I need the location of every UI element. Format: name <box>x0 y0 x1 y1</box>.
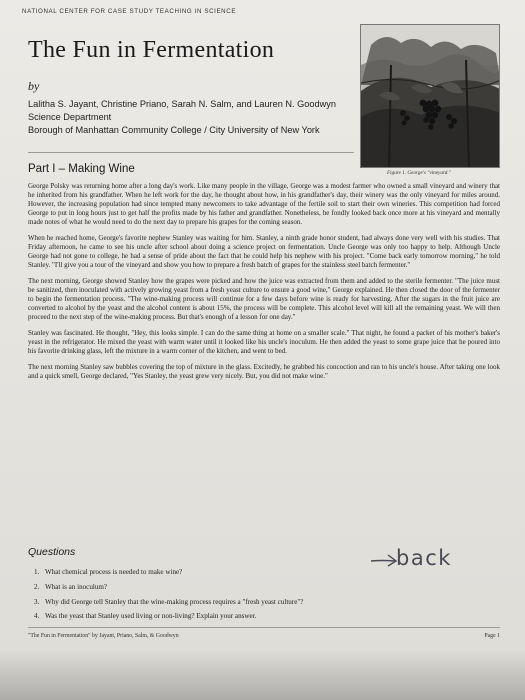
question-item: 3. Why did George tell Stanley that the wine-making process requires a "fresh yeast culture"? <box>34 597 304 606</box>
paragraph: Stanley was fascinated. He thought, "Hey, this looks simple. I can do the same thing at home on a smaller scale." That night, he found a packet of his mother's baker's yeast in the refrigerator. He mixed the yeast with warm water until it looked like his uncle's inoculum. He then added the yeast to some grape juice that he poured into his favorite drinking glass, left the mixture in a warm corner of the kitchen, and went to bed. <box>28 328 500 355</box>
figure-caption: Figure 1. George's "vineyard." <box>387 170 451 176</box>
page-title: The Fun in Fermentation <box>28 37 275 63</box>
author-block <box>28 98 338 137</box>
vineyard-photo <box>360 24 500 168</box>
questions-list <box>34 565 464 624</box>
divider <box>28 152 354 153</box>
photo-shadow <box>0 650 525 700</box>
paragraph: George Polsky was returning home after a long day's work. Like many people in the village, George was a modest farmer who owned a small vineyard and winery that he inherited from his grandfather. When he left work for the day, he thought about how, in his grandfather's day, their winery was the only vineyard for miles around. However, the increasing population had since tempted many newcomers to take advantage of the fertile soil to start their own wineries. This competition had forced George to put in long hours just to get half the profits made by his father and grandfather. Nonetheless, he fondly looked back once more at his vineyard and mentally made notes of what he would need to do the next day to prepare his grapes for the coming season. <box>28 182 500 227</box>
question-item: 4. Was the yeast that Stanley used living or non-living? Explain your answer. <box>34 612 257 621</box>
question-item: 2. What is an inoculum? <box>34 582 108 591</box>
handwritten-note: back <box>396 546 452 570</box>
paragraph: The next morning, George showed Stanley how the grapes were picked and how the juice was extracted from them and added to the sterile fermenter. "The juice must be sanitized, then inoculated with actively growing yeast from a fresh yeast culture to ensure a good wine," George explained. He then closed the door of the fermenter to begin the fermentation process. "The wine-making process will continue for a few days before wine is ready for harvesting. After the sugars in the fruit juice are converted to alcohol by the yeast and the alcohol content is about 15%, the process will be complete. This alcohol level will kill all the remaining yeast. We will then proceed to the next step of the wine-making process. But that's enough of a lesson for one day." <box>28 276 500 322</box>
question-item: 1. What chemical process is needed to make wine? <box>34 568 183 576</box>
footer-citation: "The Fun in Fermentation" by Jayant, Priano, Salm, & Goodwyn <box>28 633 179 639</box>
byline-label: by <box>28 79 40 93</box>
publisher-header: NATIONAL CENTER FOR CASE STUDY TEACHING IN SCIENCE <box>22 8 237 15</box>
paragraph: When he reached home, George's favorite nephew Stanley was waiting for him. Stanley, a ninth grade honor student, had always done very well with his studies. That Friday afternoon, he came to see his uncle after school about doing a science project on fermentation. Uncle George was only too happy to help. Although Uncle George had not gone to college, he had a sense of pride about the fact that he could help his nephew with his project. "Come back early tomorrow morning," he told Stanley. "I'll give you a tour of the vineyard and show you how to prepare a fresh batch of grapes for the stainless steel batch fermenter." <box>28 233 500 270</box>
section-heading: Part I – Making Wine <box>28 163 135 175</box>
story-body <box>28 182 500 387</box>
author-names: Lalitha S. Jayant, Christine Priano, Sarah N. Salm, and Lauren N. Goodwyn <box>28 99 336 109</box>
vineyard-illustration <box>361 25 500 168</box>
footer-divider <box>28 627 500 628</box>
page-number: Page 1 <box>484 633 500 639</box>
department: Science Department <box>28 112 112 122</box>
questions-heading: Questions <box>28 546 76 558</box>
paragraph: The next morning Stanley saw bubbles covering the top of mixture in the glass. Excitedly, he grabbed his concoction and ran to his uncle's house. After taking one look and a quick smell, George declared, "Yes Stanley, the yeast grew very nicely. But, you did not make wine." <box>28 362 500 380</box>
institution: Borough of Manhattan Community College / City University of New York <box>28 125 320 135</box>
